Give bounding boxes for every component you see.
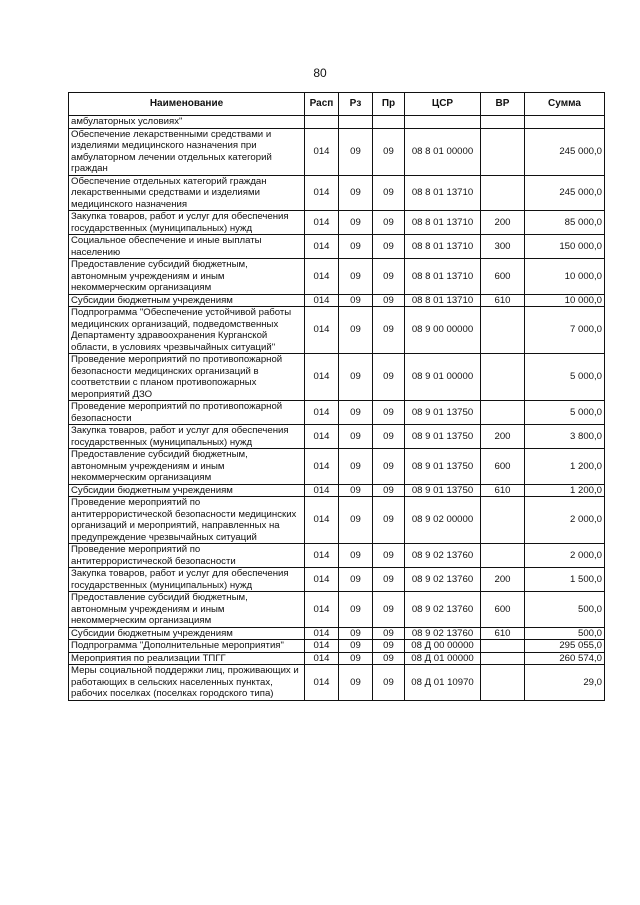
cell-sum: 245 000,0	[525, 175, 605, 211]
cell-name: Закупка товаров, работ и услуг для обеспечения государственных (муниципальных) нужд	[69, 568, 305, 592]
cell-rz: 09	[339, 235, 373, 259]
cell-rasp: 014	[305, 544, 339, 568]
cell-pr: 09	[373, 544, 405, 568]
cell-vr: 200	[481, 568, 525, 592]
cell-vr	[481, 116, 525, 129]
table-header-row	[69, 93, 605, 116]
cell-rz: 09	[339, 627, 373, 640]
cell-sum: 10 000,0	[525, 294, 605, 307]
header-rasp: Расп	[305, 93, 339, 116]
cell-sum: 2 000,0	[525, 544, 605, 568]
cell-rz: 09	[339, 354, 373, 401]
table-row	[69, 128, 605, 175]
cell-rasp: 014	[305, 425, 339, 449]
cell-csr: 08 8 01 13710	[405, 294, 481, 307]
cell-csr: 08 9 01 13750	[405, 401, 481, 425]
table-row	[69, 640, 605, 653]
cell-name: Мероприятия по реализации ТПГГ	[69, 652, 305, 665]
cell-rasp: 014	[305, 652, 339, 665]
cell-vr	[481, 307, 525, 354]
page-number: 80	[313, 66, 327, 80]
cell-name: амбулаторных условиях"	[69, 116, 305, 129]
cell-pr: 09	[373, 401, 405, 425]
cell-rasp: 014	[305, 211, 339, 235]
cell-name: Социальное обеспечение и иные выплаты населению	[69, 235, 305, 259]
cell-vr: 610	[481, 484, 525, 497]
cell-csr: 08 9 02 13760	[405, 592, 481, 628]
cell-vr	[481, 128, 525, 175]
cell-rz: 09	[339, 568, 373, 592]
cell-name: Субсидии бюджетным учреждениям	[69, 484, 305, 497]
cell-sum: 2 000,0	[525, 497, 605, 544]
cell-pr: 09	[373, 128, 405, 175]
cell-rasp: 014	[305, 175, 339, 211]
cell-pr: 09	[373, 627, 405, 640]
cell-name: Подпрограмма "Обеспечение устойчивой работы медицинских организаций, подведомственных Департаменту здравоохранения Курганской области, в условиях чрезвычайных ситуаций"	[69, 307, 305, 354]
table-row	[69, 211, 605, 235]
cell-name: Проведение мероприятий по антитеррористической безопасности медицинских организаций и мероприятий, направленных на предупреждение чрезвычайных ситуаций	[69, 497, 305, 544]
cell-csr: 08 9 02 13760	[405, 568, 481, 592]
cell-csr: 08 9 02 00000	[405, 497, 481, 544]
cell-csr: 08 9 02 13760	[405, 544, 481, 568]
cell-csr: 08 8 01 13710	[405, 235, 481, 259]
cell-sum: 3 800,0	[525, 425, 605, 449]
cell-rz: 09	[339, 484, 373, 497]
cell-vr	[481, 665, 525, 701]
cell-rasp: 014	[305, 354, 339, 401]
header-csr: ЦСР	[405, 93, 481, 116]
cell-rasp: 014	[305, 484, 339, 497]
cell-rz: 09	[339, 425, 373, 449]
cell-rasp: 014	[305, 640, 339, 653]
cell-csr: 08 9 02 13760	[405, 627, 481, 640]
cell-rasp: 014	[305, 449, 339, 485]
cell-pr	[373, 116, 405, 129]
cell-name: Субсидии бюджетным учреждениям	[69, 294, 305, 307]
cell-csr: 08 8 01 13710	[405, 211, 481, 235]
cell-pr: 09	[373, 259, 405, 295]
cell-name: Проведение мероприятий по антитеррористической безопасности	[69, 544, 305, 568]
cell-sum: 5 000,0	[525, 401, 605, 425]
cell-vr: 610	[481, 294, 525, 307]
cell-pr: 09	[373, 211, 405, 235]
cell-vr: 600	[481, 449, 525, 485]
cell-rasp: 014	[305, 497, 339, 544]
table-row	[69, 497, 605, 544]
cell-rasp: 014	[305, 665, 339, 701]
cell-vr: 610	[481, 627, 525, 640]
cell-csr: 08 Д 01 00000	[405, 652, 481, 665]
cell-name: Предоставление субсидий бюджетным, автономным учреждениям и иным некоммерческим организациям	[69, 449, 305, 485]
cell-vr	[481, 354, 525, 401]
cell-pr: 09	[373, 652, 405, 665]
cell-name: Меры социальной поддержки лиц, проживающих и работающих в сельских населенных пунктах, рабочих поселках (поселках городского типа)	[69, 665, 305, 701]
cell-pr: 09	[373, 235, 405, 259]
cell-rz: 09	[339, 652, 373, 665]
cell-pr: 09	[373, 592, 405, 628]
header-vr: ВР	[481, 93, 525, 116]
cell-vr: 600	[481, 259, 525, 295]
table-row	[69, 665, 605, 701]
table-row	[69, 652, 605, 665]
cell-vr: 300	[481, 235, 525, 259]
cell-rasp: 014	[305, 307, 339, 354]
table-row	[69, 175, 605, 211]
table-row	[69, 116, 605, 129]
cell-rz: 09	[339, 640, 373, 653]
cell-rz: 09	[339, 307, 373, 354]
table-row	[69, 484, 605, 497]
table-row	[69, 307, 605, 354]
header-rz: Рз	[339, 93, 373, 116]
cell-pr: 09	[373, 425, 405, 449]
cell-rasp: 014	[305, 401, 339, 425]
table-row	[69, 627, 605, 640]
cell-vr	[481, 640, 525, 653]
cell-csr: 08 8 01 13710	[405, 175, 481, 211]
cell-rasp: 014	[305, 259, 339, 295]
cell-csr: 08 9 01 00000	[405, 354, 481, 401]
cell-vr	[481, 544, 525, 568]
cell-name: Закупка товаров, работ и услуг для обеспечения государственных (муниципальных) нужд	[69, 211, 305, 235]
cell-rz: 09	[339, 128, 373, 175]
cell-name: Закупка товаров, работ и услуг для обеспечения государственных (муниципальных) нужд	[69, 425, 305, 449]
cell-sum: 1 500,0	[525, 568, 605, 592]
cell-name: Обеспечение отдельных категорий граждан лекарственными средствами и изделиями медицинского назначения	[69, 175, 305, 211]
cell-pr: 09	[373, 449, 405, 485]
cell-rasp: 014	[305, 627, 339, 640]
cell-sum: 245 000,0	[525, 128, 605, 175]
cell-rz: 09	[339, 211, 373, 235]
cell-pr: 09	[373, 484, 405, 497]
cell-csr: 08 Д 00 00000	[405, 640, 481, 653]
table-row	[69, 425, 605, 449]
cell-rasp	[305, 116, 339, 129]
cell-sum: 1 200,0	[525, 449, 605, 485]
header-name: Наименование	[69, 93, 305, 116]
table-row	[69, 294, 605, 307]
cell-rz: 09	[339, 592, 373, 628]
cell-rz: 09	[339, 665, 373, 701]
header-pr: Пр	[373, 93, 405, 116]
cell-name: Предоставление субсидий бюджетным, автономным учреждениям и иным некоммерческим организациям	[69, 592, 305, 628]
cell-vr	[481, 401, 525, 425]
cell-pr: 09	[373, 568, 405, 592]
cell-vr	[481, 175, 525, 211]
cell-rz: 09	[339, 497, 373, 544]
cell-csr: 08 Д 01 10970	[405, 665, 481, 701]
cell-vr	[481, 652, 525, 665]
table-row	[69, 592, 605, 628]
cell-rz	[339, 116, 373, 129]
cell-rz: 09	[339, 259, 373, 295]
cell-vr	[481, 497, 525, 544]
cell-sum	[525, 116, 605, 129]
cell-pr: 09	[373, 294, 405, 307]
cell-rz: 09	[339, 294, 373, 307]
table-body	[69, 116, 605, 701]
cell-rz: 09	[339, 544, 373, 568]
cell-sum: 295 055,0	[525, 640, 605, 653]
cell-vr: 200	[481, 211, 525, 235]
table-row	[69, 401, 605, 425]
table-row	[69, 568, 605, 592]
cell-pr: 09	[373, 665, 405, 701]
budget-table	[68, 92, 605, 701]
cell-name: Субсидии бюджетным учреждениям	[69, 627, 305, 640]
cell-csr: 08 8 01 00000	[405, 128, 481, 175]
cell-sum: 150 000,0	[525, 235, 605, 259]
cell-vr: 200	[481, 425, 525, 449]
cell-rz: 09	[339, 175, 373, 211]
table-row	[69, 354, 605, 401]
cell-name: Предоставление субсидий бюджетным, автономным учреждениям и иным некоммерческим организациям	[69, 259, 305, 295]
cell-name: Проведение мероприятий по противопожарной безопасности медицинских организаций в соответствии с планом противопожарных мероприятий ДЗО	[69, 354, 305, 401]
cell-pr: 09	[373, 640, 405, 653]
cell-pr: 09	[373, 175, 405, 211]
cell-sum: 10 000,0	[525, 259, 605, 295]
cell-sum: 85 000,0	[525, 211, 605, 235]
cell-pr: 09	[373, 497, 405, 544]
table-row	[69, 544, 605, 568]
cell-rasp: 014	[305, 235, 339, 259]
table-row	[69, 259, 605, 295]
cell-sum: 500,0	[525, 627, 605, 640]
cell-name: Подпрограмма "Дополнительные мероприятия"	[69, 640, 305, 653]
cell-pr: 09	[373, 307, 405, 354]
cell-sum: 29,0	[525, 665, 605, 701]
header-sum: Сумма	[525, 93, 605, 116]
cell-csr: 08 8 01 13710	[405, 259, 481, 295]
cell-rasp: 014	[305, 128, 339, 175]
cell-csr: 08 9 01 13750	[405, 484, 481, 497]
cell-sum: 7 000,0	[525, 307, 605, 354]
table-row	[69, 235, 605, 259]
cell-name: Проведение мероприятий по противопожарной безопасности	[69, 401, 305, 425]
cell-csr: 08 9 01 13750	[405, 449, 481, 485]
cell-rz: 09	[339, 449, 373, 485]
cell-vr: 600	[481, 592, 525, 628]
cell-rasp: 014	[305, 294, 339, 307]
cell-sum: 500,0	[525, 592, 605, 628]
cell-sum: 1 200,0	[525, 484, 605, 497]
cell-sum: 260 574,0	[525, 652, 605, 665]
cell-csr	[405, 116, 481, 129]
table-row	[69, 449, 605, 485]
cell-pr: 09	[373, 354, 405, 401]
cell-rasp: 014	[305, 592, 339, 628]
cell-name: Обеспечение лекарственными средствами и изделиями медицинского назначения при амбулаторном лечении отдельных категорий граждан	[69, 128, 305, 175]
cell-sum: 5 000,0	[525, 354, 605, 401]
cell-rasp: 014	[305, 568, 339, 592]
cell-csr: 08 9 01 13750	[405, 425, 481, 449]
cell-rz: 09	[339, 401, 373, 425]
cell-csr: 08 9 00 00000	[405, 307, 481, 354]
